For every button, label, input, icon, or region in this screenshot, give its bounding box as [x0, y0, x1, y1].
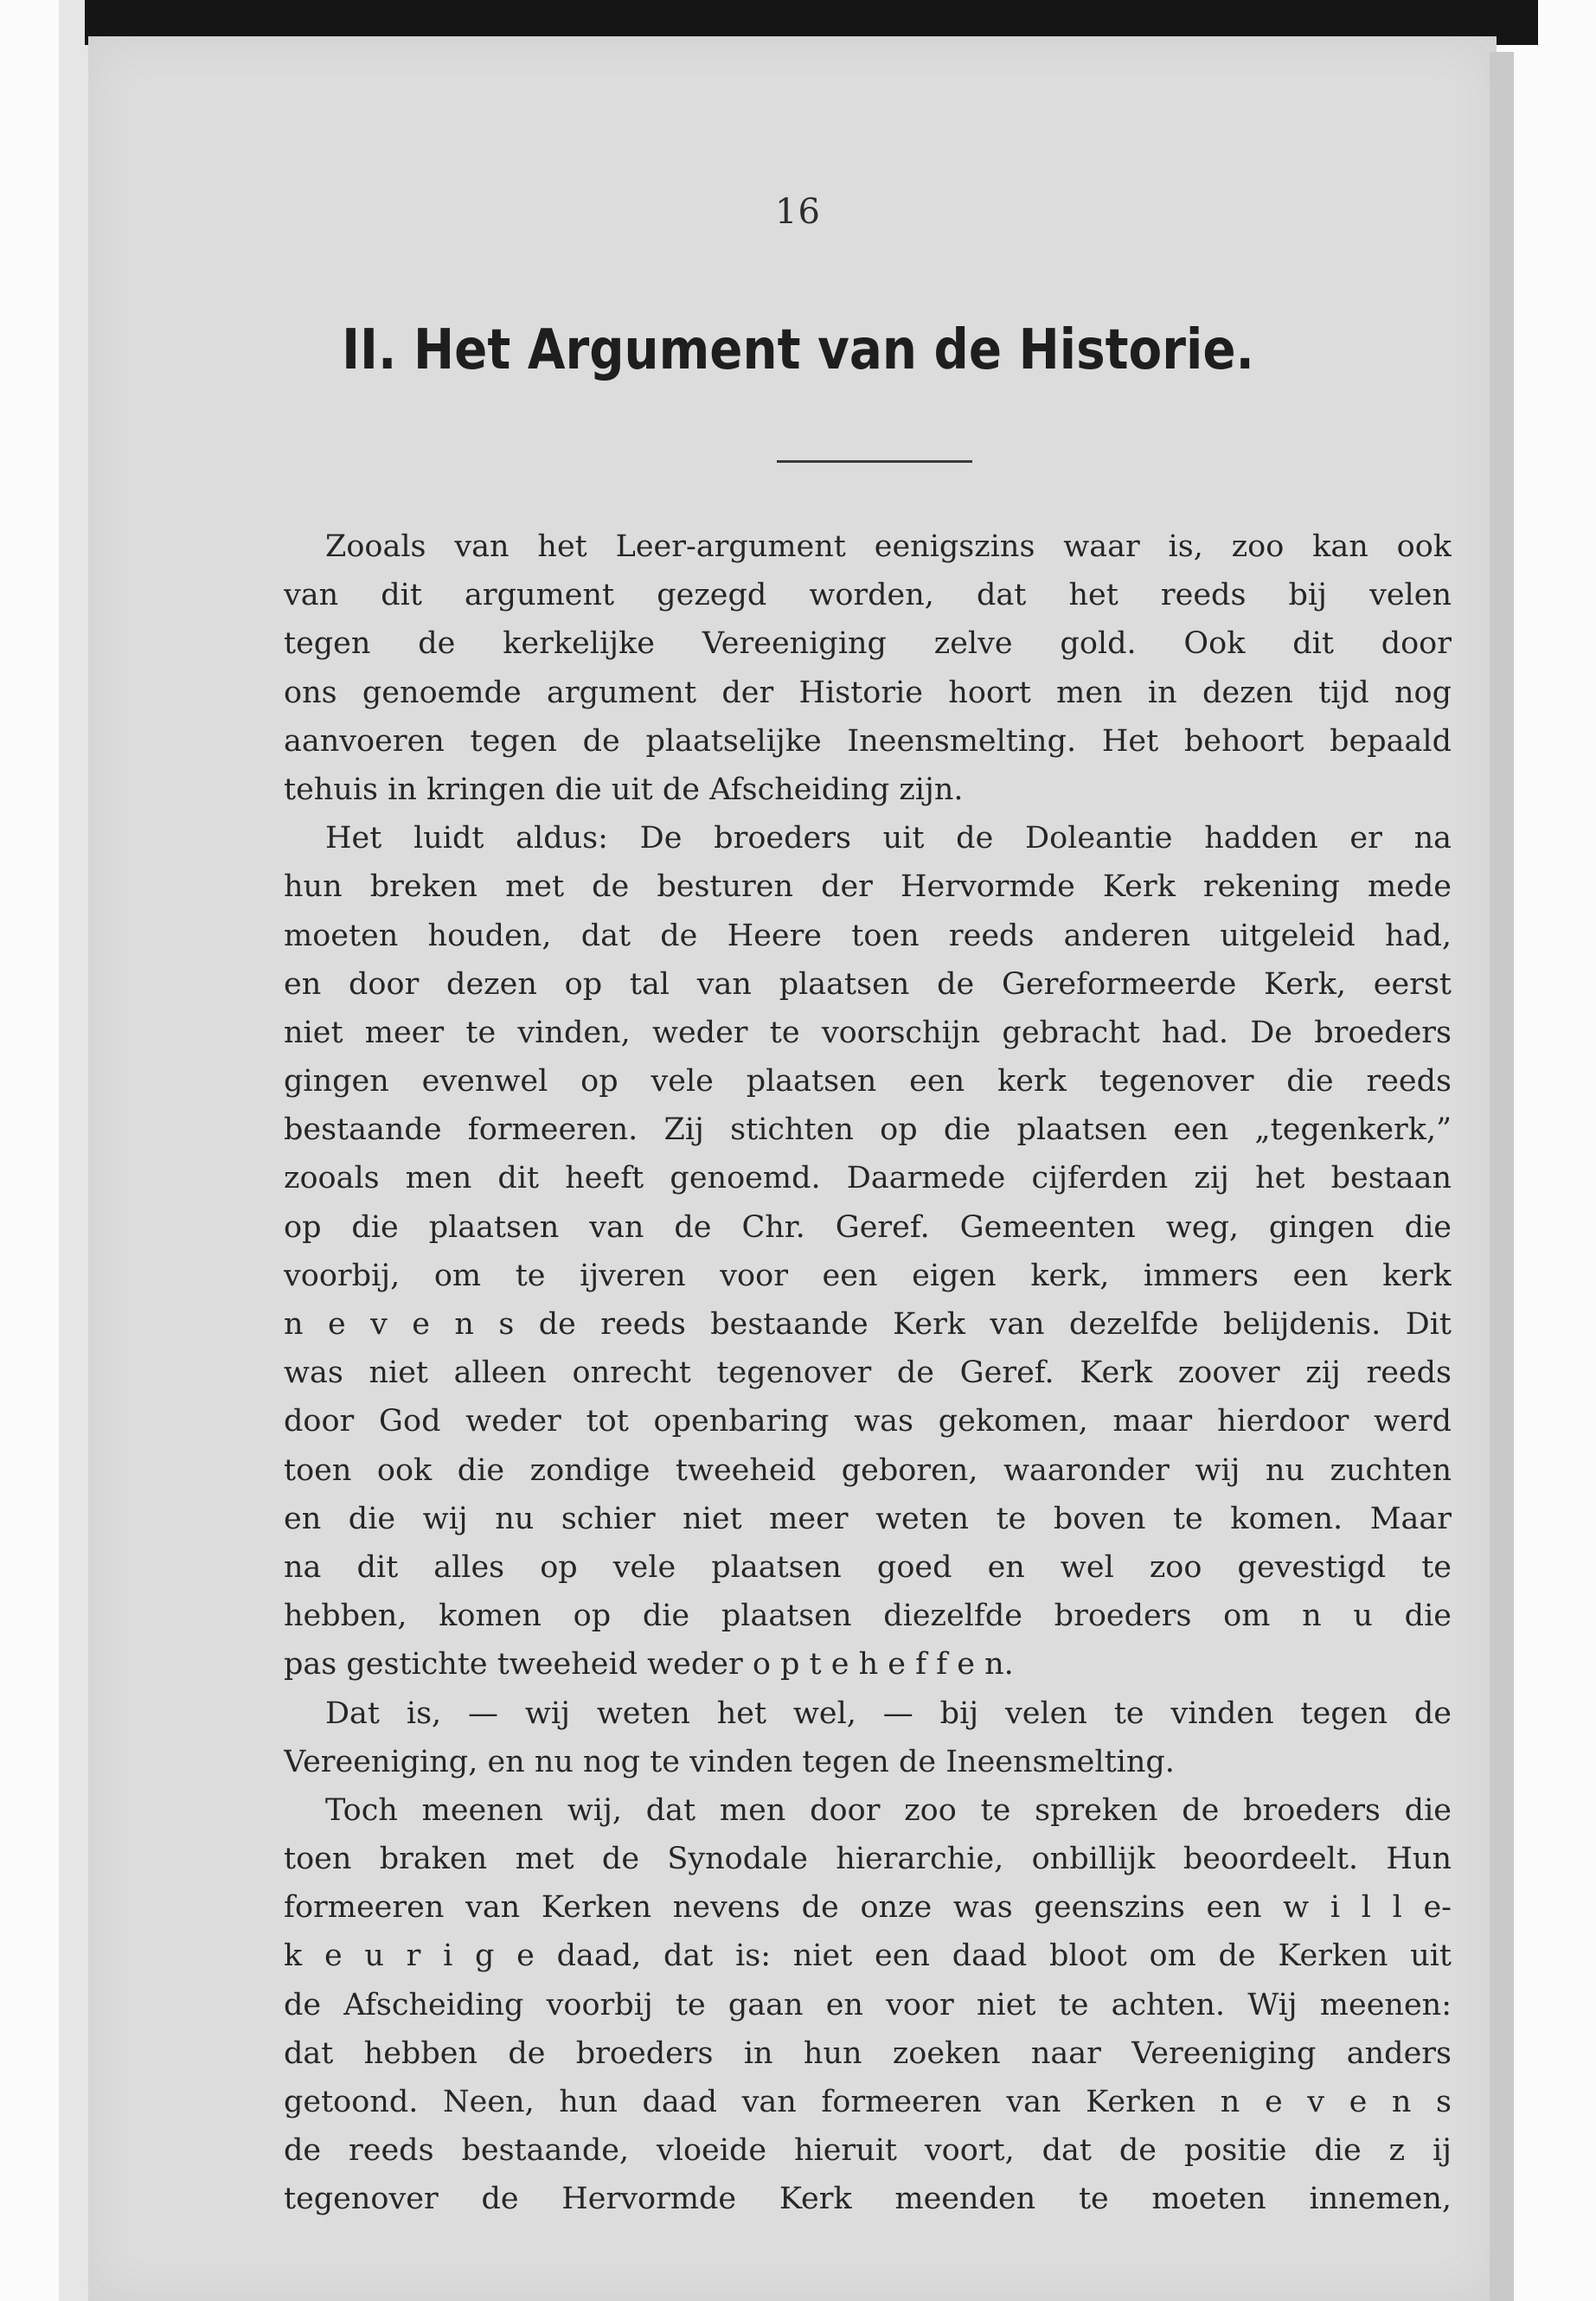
- text-line: van dit argument gezegd worden, dat het reeds bij velen: [284, 578, 1452, 613]
- text-line: Zooals van het Leer-argument eenigszins waar is, zoo kan ook: [325, 529, 1452, 564]
- text-line: Dat is, — wij weten het wel, — bij velen te vinden tegen de: [325, 1695, 1452, 1731]
- text-line: hun breken met de besturen der Hervormde Kerk rekening mede: [284, 869, 1452, 905]
- page-number: 16: [775, 192, 821, 232]
- text-line: getoond. Neen, hun daad van formeeren van Kerken n e v e n s: [284, 2085, 1452, 2119]
- text-line: hebben, komen op die plaatsen diezelfde broeders om n u die: [284, 1599, 1452, 1634]
- text-line: op die plaatsen van de Chr. Geref. Gemeenten weg, gingen die: [284, 1209, 1452, 1245]
- text-line: tegenover de Hervormde Kerk meenden te moeten innemen,: [284, 2182, 1452, 2217]
- text-line: pas gestichte tweeheid weder o p t e h e f f e n.: [284, 1647, 1014, 1682]
- text-line: toen ook die zondige tweeheid geboren, waaronder wij nu zuchten: [284, 1452, 1452, 1488]
- text-line: zooals men dit heeft genoemd. Daarmede cijferden zij het bestaan: [284, 1161, 1452, 1196]
- text-line: bestaande formeeren. Zij stichten op die plaatsen een „tegenkerk,”: [284, 1112, 1452, 1148]
- text-line: de Afscheiding voorbij te gaan en voor niet te achten. Wij meenen:: [284, 1987, 1452, 2022]
- text-line: was niet alleen onrecht tegenover de Geref. Kerk zoover zij reeds: [284, 1356, 1452, 1391]
- page-right-shadow: [1490, 52, 1514, 2301]
- text-line: n e v e n s de reeds bestaande Kerk van dezelfde belijdenis. Dit: [284, 1307, 1452, 1342]
- text-line: moeten houden, dat de Heere toen reeds anderen uitgeleid had,: [284, 918, 1452, 953]
- text-line: k e u r i g e daad, dat is: niet een daad bloot om de Kerken uit: [284, 1939, 1452, 1974]
- text-line: voorbij, om te ijveren voor een eigen kerk, immers een kerk: [284, 1258, 1452, 1293]
- text-line: gingen evenwel op vele plaatsen een kerk tegenover die reeds: [284, 1064, 1452, 1099]
- text-line: tehuis in kringen die uit de Afscheiding zijn.: [284, 772, 964, 807]
- text-line: niet meer te vinden, weder te voorschijn gebracht had. De broeders: [284, 1015, 1452, 1050]
- text-line: dat hebben de broeders in hun zoeken naar Vereeniging anders: [284, 2035, 1452, 2071]
- text-line: en door dezen op tal van plaatsen de Gereformeerde Kerk, eerst: [284, 966, 1452, 1002]
- text-line: Vereeniging, en nu nog te vinden tegen de Ineensmelting.: [284, 1744, 1175, 1779]
- body-text: [284, 522, 1452, 2224]
- text-line: formeeren van Kerken nevens de onze was geenszins een w i l l e-: [284, 1890, 1452, 1926]
- text-line: tegen de kerkelijke Vereeniging zelve gold. Ook dit door: [284, 626, 1452, 662]
- text-line: toen braken met de Synodale hierarchie, onbillijk beoordeelt. Hun: [284, 1842, 1452, 1877]
- text-line: Het luidt aldus: De broeders uit de Doleantie hadden er na: [325, 821, 1452, 856]
- text-line: Toch meenen wij, dat men door zoo te spreken de broeders die: [325, 1792, 1452, 1828]
- chapter-title: II. Het Argument van de Historie.: [342, 318, 1254, 382]
- text-line: ons genoemde argument der Historie hoort men in dezen tijd nog: [284, 675, 1452, 710]
- text-line: en die wij nu schier niet meer weten te boven te komen. Maar: [284, 1501, 1452, 1536]
- text-line: door God weder tot openbaring was gekomen, maar hierdoor werd: [284, 1404, 1452, 1439]
- title-divider: [777, 460, 972, 463]
- text-line: de reeds bestaande, vloeide hieruit voort, dat de positie die z ij: [284, 2133, 1452, 2169]
- scan-left-edge: [59, 0, 88, 2301]
- text-line: aanvoeren tegen de plaatselijke Ineensmelting. Het behoort bepaald: [284, 723, 1452, 759]
- text-line: na dit alles op vele plaatsen goed en wel zoo gevestigd te: [284, 1549, 1452, 1585]
